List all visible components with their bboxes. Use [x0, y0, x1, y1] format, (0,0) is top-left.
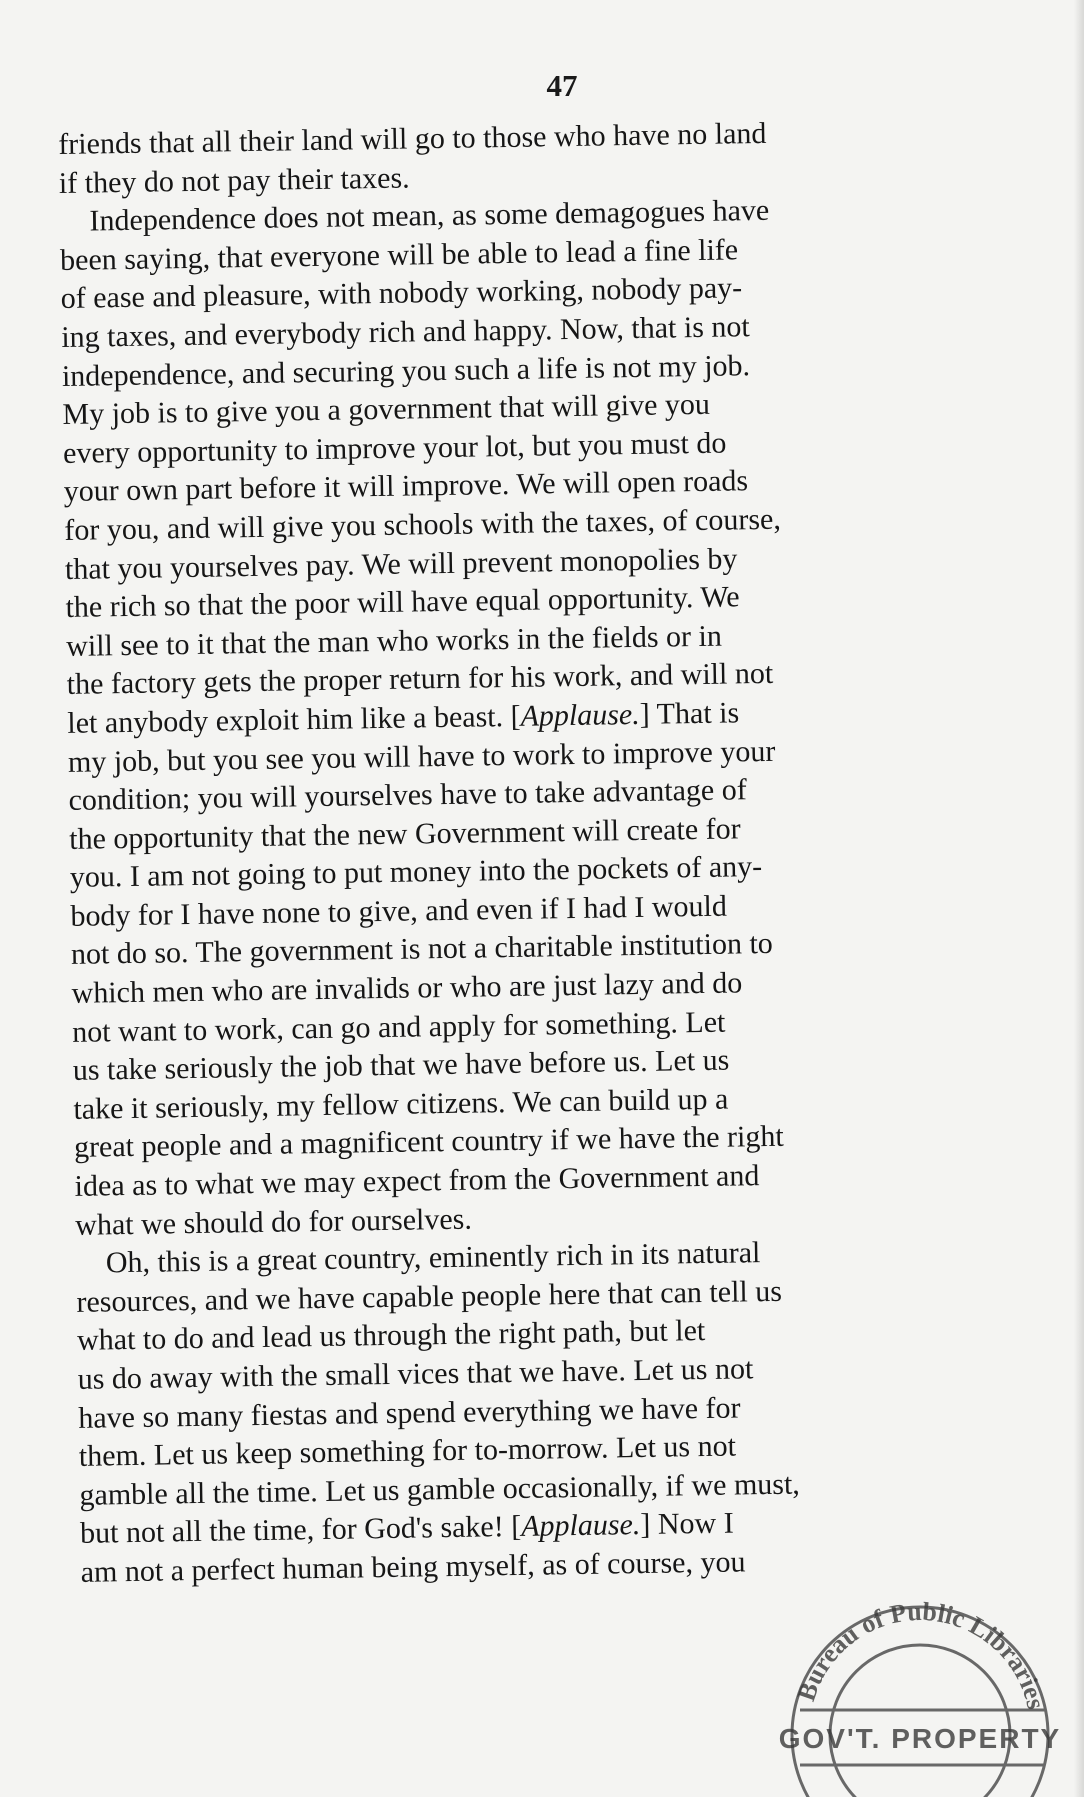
text-line: body for I have none to give, and even if I had I would — [70, 889, 728, 933]
paragraph-2 — [59, 188, 1027, 1245]
text-line: what to do and lead us through the right path, but let — [76, 1314, 706, 1358]
text-line: that you yourselves pay. We will prevent monopolies by — [64, 541, 738, 586]
stamp-arc-text: Bureau of Public Libraries — [791, 1596, 1051, 1712]
text-line: every opportunity to improve your lot, but you must do — [62, 426, 727, 470]
text-line: idea as to what we may expect from the Government and — [74, 1159, 760, 1203]
page-edge-shadow — [1074, 0, 1084, 1797]
body-text — [58, 111, 1033, 1592]
text-line: condition; you will yourselves have to take advantage of — [68, 773, 747, 818]
text-line: the rich so that the poor will have equal opportunity. We — [65, 580, 740, 625]
text-line: Oh, this is a great country, eminently rich in its natural — [105, 1236, 761, 1280]
text-line: your own part before it will improve. We will open roads — [63, 464, 749, 509]
text-line: ing taxes, and everybody rich and happy. Now, that is not — [61, 310, 750, 354]
text-line: you. I am not going to put money into the pockets of any- — [69, 850, 763, 895]
text-line: us take seriously the job that we have before us. Let us — [72, 1043, 730, 1088]
paragraph-3 — [76, 1230, 1033, 1592]
text-line: but not all the time, for God's sake! [Applause.] Now I — [79, 1506, 734, 1551]
text-line: independence, and securing you such a life is not my job. — [61, 348, 751, 393]
text-line: resources, and we have capable people here that can tell us — [76, 1274, 783, 1319]
page-number: 47 — [546, 68, 578, 103]
text-line: not do so. The government is not a charitable institution to — [70, 927, 774, 972]
text-line: for you, and will give you schools with the taxes, of course, — [64, 502, 782, 547]
text-line: not want to work, can go and apply for something. Let — [71, 1005, 726, 1049]
text-line: my job, but you see you will have to work to improve your — [67, 734, 776, 779]
stamp-band-text: GOV'T. PROPERTY — [778, 1723, 1062, 1754]
text-line: them. Let us keep something for to-morrow. Let us not — [78, 1429, 737, 1474]
text-line: if they do not pay their taxes. — [58, 161, 410, 200]
text-line: Independence does not mean, as some demagogues have — [89, 194, 770, 238]
text-line: let anybody exploit him like a beast. [Applause.] That is — [67, 696, 740, 740]
text-line: am not a perfect human being myself, as of course, you — [80, 1545, 746, 1589]
text-line: gamble all the time. Let us gamble occasionally, if we must, — [79, 1467, 801, 1512]
paragraph-1 — [58, 111, 1011, 203]
text-line: the factory gets the proper return for his work, and will not — [66, 657, 774, 702]
text-line: us do away with the small vices that we have. Let us not — [77, 1352, 754, 1396]
text-line: been saying, that everyone will be able to lead a fine life — [59, 233, 739, 277]
text-line: which men who are invalids or who are just lazy and do — [71, 966, 743, 1010]
text-line: have so many fiestas and spend everything we have for — [78, 1391, 741, 1435]
library-stamp — [770, 1560, 1070, 1797]
text-line: the opportunity that the new Government will create for — [68, 812, 741, 856]
text-line: of ease and pleasure, with nobody working, nobody pay- — [60, 271, 743, 316]
text-line: My job is to give you a government that will give you — [62, 387, 711, 432]
text-line: what we should do for ourselves. — [75, 1202, 473, 1242]
text-line: friends that all their land will go to those who have no land — [58, 116, 767, 161]
text-line: will see to it that the man who works in the fields or in — [65, 619, 723, 663]
text-line: great people and a magnificent country if we have the right — [73, 1120, 784, 1165]
text-line: take it seriously, my fellow citizens. We can build up a — [73, 1082, 729, 1126]
